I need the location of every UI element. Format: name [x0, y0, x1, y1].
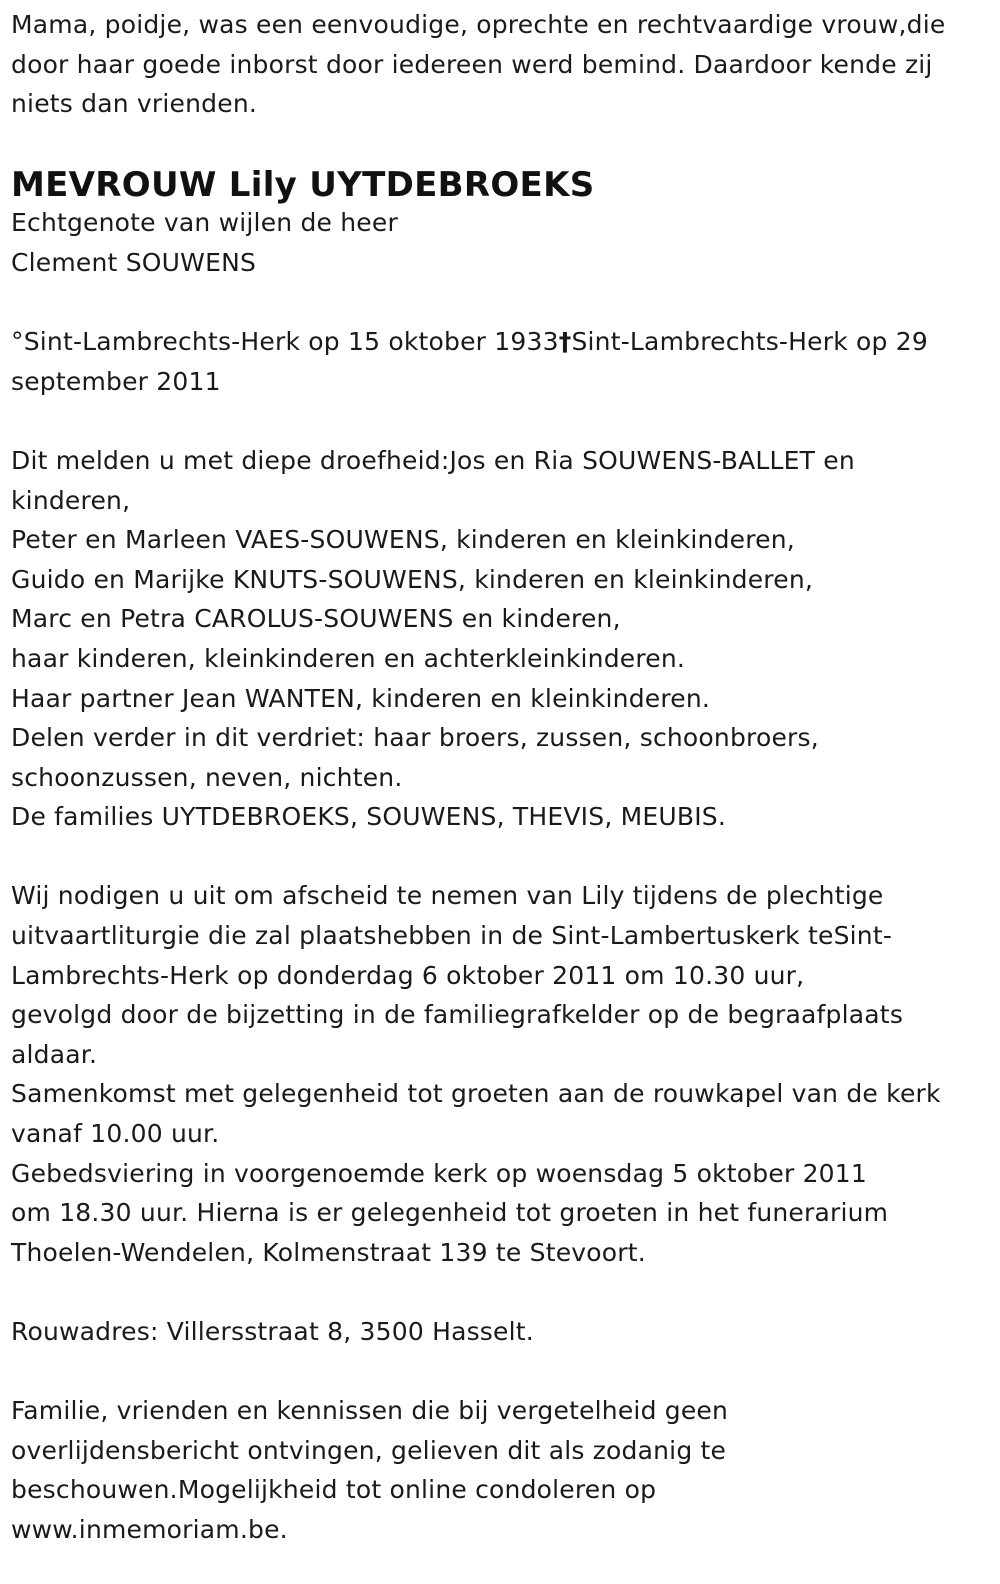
ceremony-line: gevolgd door de bijzetting in de familiegrafkelder op de begraafplaats — [11, 1000, 904, 1030]
cross-symbol: † — [558, 327, 572, 357]
spacer — [11, 283, 991, 323]
death-date-cont: september 2011 — [11, 366, 221, 396]
family-paragraph — [11, 441, 991, 837]
family-line: Delen verder in dit verdriet: haar broers, zussen, schoonbroers, — [11, 723, 819, 753]
closing-line: overlijdensbericht ontvingen, gelieven dit als zodanig te — [11, 1435, 727, 1465]
family-line: Haar partner Jean WANTEN, kinderen en kleinkinderen. — [11, 683, 711, 713]
family-line: schoonzussen, neven, nichten. — [11, 762, 403, 792]
ceremony-line: uitvaartliturgie die zal plaatshebben in de Sint-Lambertuskerk teSint- — [11, 921, 893, 951]
ceremony-paragraph — [11, 876, 991, 1272]
ceremony-line: Thoelen-Wendelen, Kolmenstraat 139 te Stevoort. — [11, 1237, 646, 1267]
ceremony-line: om 18.30 uur. Hierna is er gelegenheid tot groeten in het funerarium — [11, 1198, 889, 1228]
birth-text: °Sint-Lambrechts-Herk op 15 oktober 1933 — [11, 327, 559, 357]
ceremony-line: vanaf 10.00 uur. — [11, 1119, 220, 1149]
spacer — [11, 124, 991, 164]
spouse-line: Echtgenote van wijlen de heer — [11, 208, 398, 238]
closing-line: Familie, vrienden en kennissen die bij vergetelheid geen — [11, 1396, 729, 1426]
mourning-address: Rouwadres: Villersstraat 8, 3500 Hasselt. — [11, 1317, 534, 1346]
family-line: Marc en Petra CAROLUS-SOUWENS en kinderen, — [11, 604, 621, 634]
ceremony-line: Lambrechts-Herk op donderdag 6 oktober 2011 om 10.30 uur, — [11, 960, 805, 990]
closing-line: beschouwen.Mogelijkheid tot online condoleren op — [11, 1475, 657, 1505]
birth-death-paragraph — [11, 322, 991, 401]
ceremony-line: Samenkomst met gelegenheid tot groeten aan de rouwkapel van de kerk — [11, 1079, 941, 1109]
family-line: Guido en Marijke KNUTS-SOUWENS, kinderen en kleinkinderen, — [11, 564, 814, 594]
spacer — [11, 401, 991, 441]
intro-line: door haar goede inborst door iedereen werd bemind. Daardoor kende zij — [11, 49, 933, 79]
intro-paragraph — [11, 5, 991, 124]
spacer — [11, 837, 991, 877]
deceased-name-title: MEVROUW Lily UYTDEBROEKS — [11, 165, 595, 206]
closing-line: www.inmemoriam.be. — [11, 1514, 288, 1544]
intro-line: niets dan vrienden. — [11, 89, 258, 119]
spacer — [11, 1352, 991, 1392]
obituary-notice — [11, 5, 991, 1550]
spouse-paragraph — [11, 203, 991, 282]
ceremony-line: Wij nodigen u uit om afscheid te nemen van Lily tijdens de plechtige — [11, 881, 884, 911]
ceremony-line: aldaar. — [11, 1039, 98, 1069]
family-line: Peter en Marleen VAES-SOUWENS, kinderen en kleinkinderen, — [11, 525, 795, 555]
death-text: Sint-Lambrechts-Herk op 29 — [571, 327, 928, 357]
spacer — [11, 1272, 991, 1312]
intro-line: Mama, poidje, was een eenvoudige, oprechte en rechtvaardige vrouw,die — [11, 10, 946, 39]
family-line: kinderen, — [11, 485, 131, 515]
closing-paragraph — [11, 1391, 991, 1549]
family-line: Dit melden u met diepe droefheid:Jos en Ria SOUWENS-BALLET en — [11, 445, 855, 475]
spouse-line: Clement SOUWENS — [11, 247, 257, 277]
family-line: De families UYTDEBROEKS, SOUWENS, THEVIS, MEUBIS. — [11, 802, 727, 832]
ceremony-line: Gebedsviering in voorgenoemde kerk op woensdag 5 oktober 2011 — [11, 1158, 867, 1188]
family-line: haar kinderen, kleinkinderen en achterkleinkinderen. — [11, 643, 686, 673]
birth-death-line — [11, 322, 991, 362]
